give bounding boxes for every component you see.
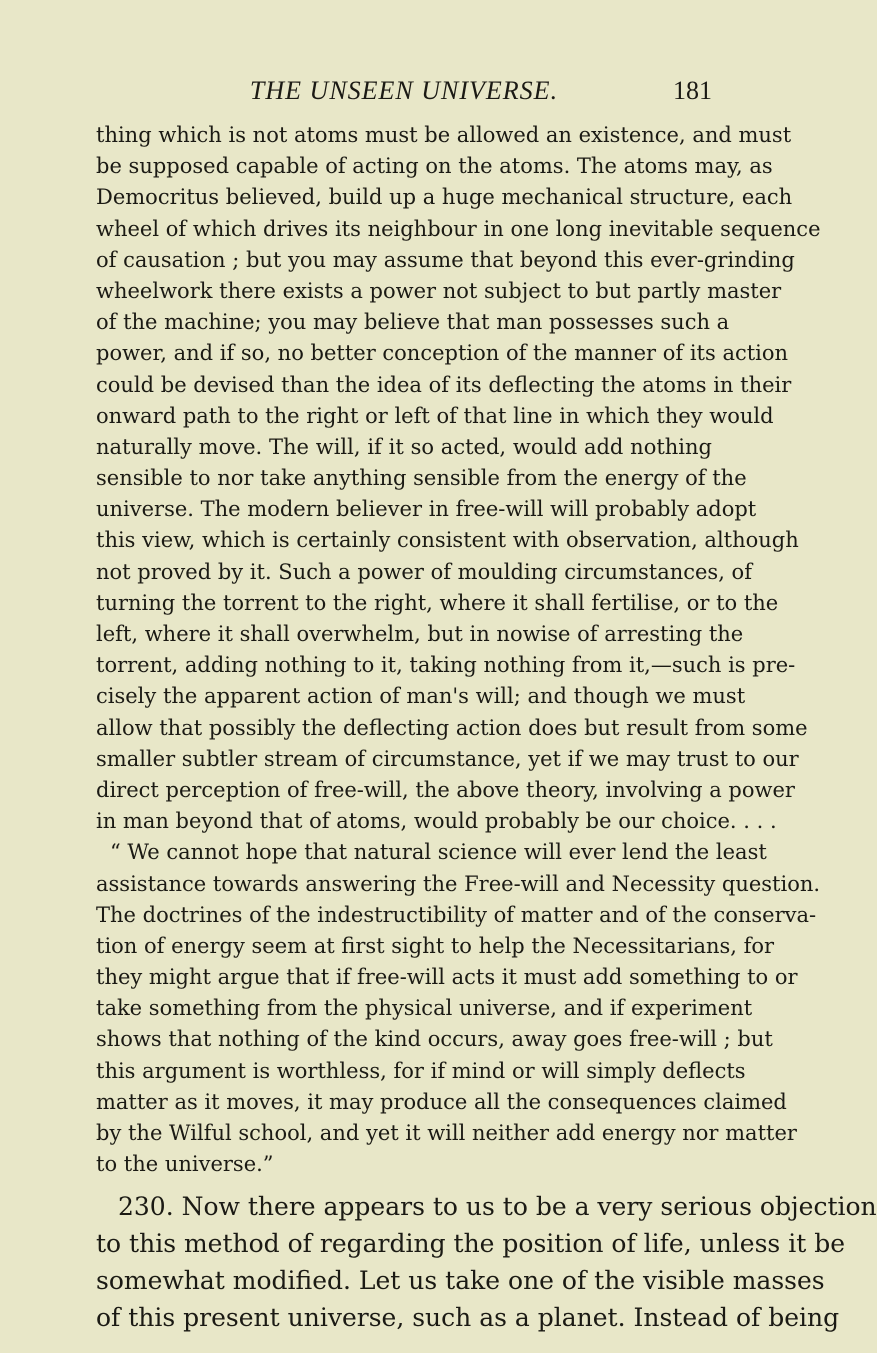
text-line: wheel of which drives its neighbour in one long inevitable sequence <box>96 216 821 241</box>
text-line: The doctrines of the indestructibility of matter and of the conserva- <box>96 902 817 927</box>
text-line: onward path to the right or left of that line in which they would <box>96 403 774 428</box>
text-line: this argument is worthless, for if mind or will simply deflects <box>96 1058 746 1083</box>
page-header <box>96 76 712 110</box>
text-line: direct perception of free-will, the above theory, involving a power <box>96 777 795 802</box>
text-line: of the machine; you may believe that man possesses such a <box>96 310 730 335</box>
text-line: take something from the physical universe, and if experiment <box>96 996 753 1021</box>
text-line: thing which is not atoms must be allowed an existence, and must <box>96 123 792 147</box>
body-text <box>96 120 877 1336</box>
text-line: turning the torrent to the right, where it shall fertilise, or to the <box>96 590 779 615</box>
text-line: could be devised than the idea of its deflecting the atoms in their <box>96 372 792 397</box>
text-line: power, and if so, no better conception of the manner of its action <box>96 341 789 366</box>
text-line: by the Wilful school, and yet it will neither add energy nor matter <box>96 1121 797 1145</box>
text-line: “ We cannot hope that natural science will ever lend the least <box>110 840 767 865</box>
text-line: torrent, adding nothing to it, taking nothing from it,—such is pre- <box>96 653 796 678</box>
text-line: of causation ; but you may assume that beyond this ever-grinding <box>96 247 795 272</box>
text-line: not proved by it. Such a power of moulding circumstances, of <box>96 559 752 584</box>
text-line: somewhat modified. Let us take one of the visible masses <box>96 1266 825 1296</box>
text-line: 230. Now there appears to us to be a very serious objection <box>118 1192 877 1222</box>
text-line: shows that nothing of the kind occurs, away goes free-will ; but <box>96 1027 773 1052</box>
text-line: cisely the apparent action of man's will; and though we must <box>96 684 746 709</box>
text-line: tion of energy seem at first sight to help the Necessitarians, for <box>96 933 775 958</box>
text-line: sensible to nor take anything sensible from the energy of the <box>96 466 747 491</box>
running-title: THE UNSEEN UNIVERSE. <box>249 76 559 105</box>
text-line: this view, which is certainly consistent with observation, although <box>96 528 799 553</box>
text-line: universe. The modern believer in free-will will probably adopt <box>96 497 757 522</box>
text-line: of this present universe, such as a planet. Instead of being <box>96 1303 840 1333</box>
text-line: naturally move. The will, if it so acted, would add nothing <box>96 434 712 459</box>
main-paragraph <box>96 1188 877 1336</box>
text-line: Democritus believed, build up a huge mechanical structure, each <box>96 185 793 210</box>
text-line: to the universe.” <box>96 1152 274 1177</box>
text-line: be supposed capable of acting on the atoms. The atoms may, as <box>96 154 773 179</box>
page-number: 181 <box>673 76 712 105</box>
text-line: smaller subtler stream of circumstance, yet if we may trust to our <box>96 746 799 771</box>
text-line: allow that possibly the deflecting action does but result from some <box>96 715 808 740</box>
text-line: assistance towards answering the Free-will and Necessity question. <box>96 871 821 896</box>
quoted-passage <box>96 120 821 1180</box>
text-line: to this method of regarding the position of life, unless it be <box>96 1229 845 1259</box>
text-line: wheelwork there exists a power not subject to but partly master <box>96 278 782 303</box>
text-line: they might argue that if free-will acts it must add something to or <box>96 965 798 990</box>
text-line: left, where it shall overwhelm, but in nowise of arresting the <box>96 622 744 646</box>
text-line: in man beyond that of atoms, would probably be our choice. . . . <box>96 809 777 834</box>
text-line: matter as it moves, it may produce all the consequences claimed <box>96 1089 787 1114</box>
paragraph-gap <box>96 1180 712 1188</box>
